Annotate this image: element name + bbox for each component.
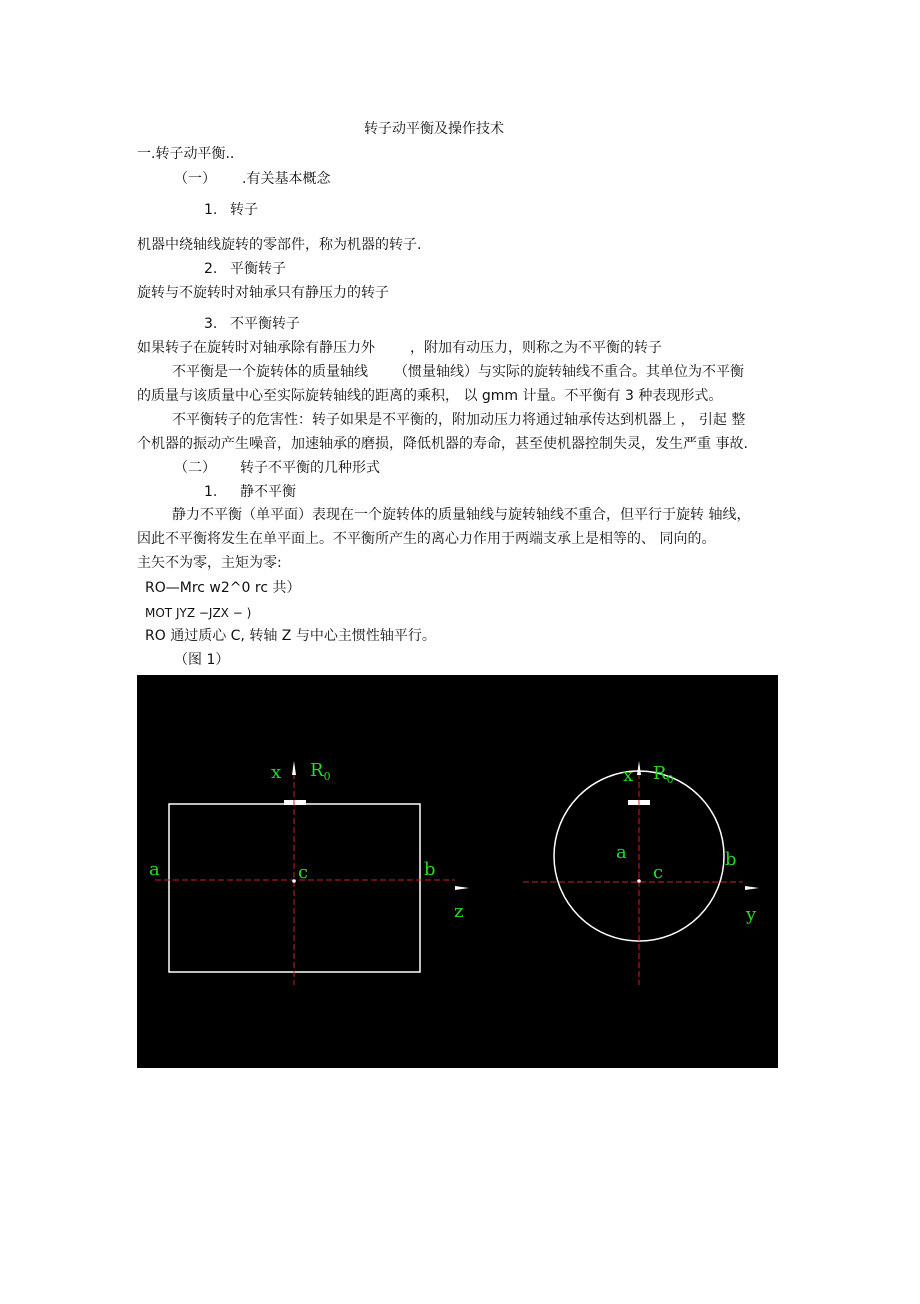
figure-caption: （图 1） xyxy=(174,652,230,668)
label-x-left: x xyxy=(271,762,282,783)
paragraph-6-line2: 因此不平衡将发生在单平面上。不平衡所产生的离心力作用于两端支承上是相等的、 同向的。 xyxy=(137,531,716,547)
item-number-1: 1. xyxy=(204,202,218,218)
rotor-figure xyxy=(137,675,778,1068)
subsection-number-2: （二） xyxy=(174,460,216,476)
paragraph-4-part2: （惯量轴线）与实际的旋转轴线不重合。其单位为不平衡 xyxy=(394,364,744,380)
rotor-diagram xyxy=(137,675,778,1068)
subsection-heading-2: 转子不平衡的几种形式 xyxy=(240,460,380,476)
paragraph-5-line1: 不平衡转子的危害性：转子如果是不平衡的，附加动压力将通过轴承传达到机器上 ， 引起 整 xyxy=(172,412,746,428)
paragraph-3-part1: 如果转子在旋转时对轴承除有静压力外 xyxy=(137,340,375,356)
z-axis-arrow xyxy=(455,886,469,890)
document-title: 转子动平衡及操作技术 xyxy=(364,121,504,137)
paragraph-6-line1: 静力不平衡（单平面）表现在一个旋转体的质量轴线与旋转轴线不重合，但平行于旋转 轴线， xyxy=(172,507,751,523)
label-c-left: c xyxy=(298,862,309,883)
unbalance-mass-left xyxy=(284,800,306,805)
y-axis-arrow xyxy=(745,886,759,890)
item-heading-4: 静不平衡 xyxy=(240,484,296,500)
x-axis-arrow-right xyxy=(637,761,641,775)
paragraph-4-part3: 的质量与该质量中心至实际旋转轴线的距离的乘积， 以 gmm 计量。不平衡有 3 种表现形式。 xyxy=(137,388,723,404)
item-heading-2: 平衡转子 xyxy=(230,261,286,277)
label-r0-left: $R_0$ xyxy=(310,760,331,783)
item-heading-3: 不平衡转子 xyxy=(230,316,300,332)
formula-1: RO—Mrc w2^0 rc 共） xyxy=(145,580,301,596)
paragraph-8: RO 通过质心 C, 转轴 Z 与中心主惯性轴平行。 xyxy=(145,628,436,644)
paragraph-3-part2: ，附加有动压力，则称之为不平衡的转子 xyxy=(410,340,662,356)
center-point-left xyxy=(292,879,296,883)
paragraph-5-line2: 个机器的振动产生噪音，加速轴承的磨损，降低机器的寿命，甚至使机器控制失灵，发生严重 事故. xyxy=(137,436,748,452)
paragraph-1: 机器中绕轴线旋转的零部件，称为机器的转子. xyxy=(137,237,422,253)
item-number-3: 3. xyxy=(204,316,218,332)
label-y: y xyxy=(746,904,757,925)
formula-2: MOT JYZ −JZX − ) xyxy=(145,606,252,620)
item-heading-1: 转子 xyxy=(230,202,258,218)
subsection-number-1: （一） xyxy=(174,171,216,187)
center-point-right xyxy=(637,879,641,883)
label-c-right: c xyxy=(653,862,664,883)
label-x-right: x xyxy=(623,765,634,786)
section-heading-1: 一.转子动平衡.. xyxy=(137,146,235,162)
label-b-left: b xyxy=(424,859,436,880)
subsection-heading-1: .有关基本概念 xyxy=(242,171,331,187)
paragraph-4-part1: 不平衡是一个旋转体的质量轴线 xyxy=(172,364,368,380)
label-b-right: b xyxy=(725,849,737,870)
label-a-right: a xyxy=(616,842,627,863)
label-z: z xyxy=(454,901,464,922)
paragraph-7: 主矢不为零，主矩为零: xyxy=(137,555,282,571)
label-a-left: a xyxy=(149,859,160,880)
item-number-2: 2. xyxy=(204,261,218,277)
label-r0-right: $R_0$ xyxy=(653,763,674,786)
item-number-4: 1. xyxy=(204,484,218,500)
x-axis-arrow-left xyxy=(292,761,296,775)
paragraph-2: 旋转与不旋转时对轴承只有静压力的转子 xyxy=(137,285,389,301)
